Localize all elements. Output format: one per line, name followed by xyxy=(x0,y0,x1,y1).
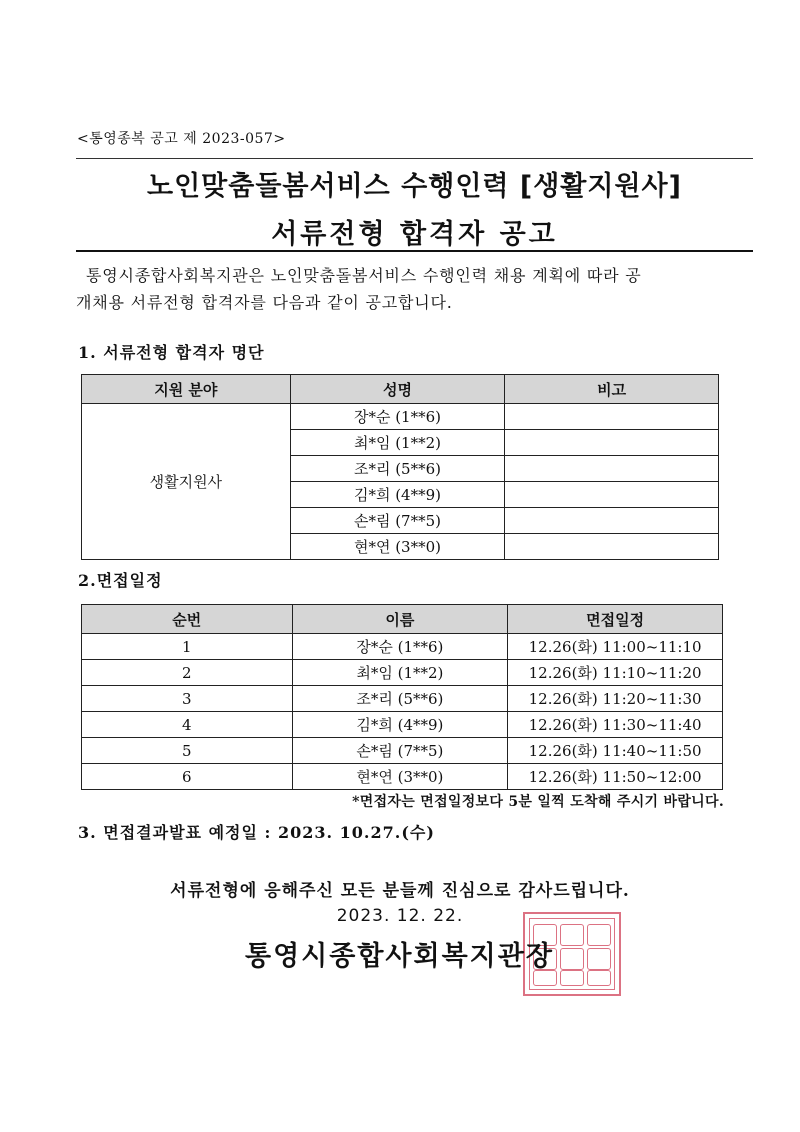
section-3-heading: 3. 면접결과발표 예정일 : 2023. 10.27.(수) xyxy=(78,823,435,842)
name-cell: 손*림 (7**5) xyxy=(292,738,508,764)
notice-number: <통영종복 공고 제 2023-057> xyxy=(77,131,286,147)
name-cell: 조*리 (5**6) xyxy=(290,456,505,482)
intro-line-2: 개채용 서류전형 합격자를 다음과 같이 공고합니다. xyxy=(76,293,453,312)
remark-cell xyxy=(505,508,719,534)
name-cell: 최*임 (1**2) xyxy=(292,660,508,686)
notice-date: 2023. 12. 22. xyxy=(336,906,464,926)
remark-cell xyxy=(505,456,719,482)
seal-glyph xyxy=(587,924,611,946)
order-cell: 6 xyxy=(82,764,293,790)
schedule-table-header xyxy=(82,605,723,634)
intro-line-1: 통영시종합사회복지관은 노인맞춤돌봄서비스 수행인력 채용 계획에 따라 공 xyxy=(86,266,642,285)
applicant-table xyxy=(81,374,719,560)
table-row xyxy=(82,686,723,712)
name-cell: 장*순 (1**6) xyxy=(292,634,508,660)
seal-glyph xyxy=(587,970,611,986)
col-field: 지원 분야 xyxy=(82,375,291,404)
order-cell: 2 xyxy=(82,660,293,686)
col-schedule: 면접일정 xyxy=(508,605,723,634)
col-order: 순번 xyxy=(82,605,293,634)
top-rule xyxy=(76,158,753,159)
name-cell: 조*리 (5**6) xyxy=(292,686,508,712)
name-cell: 손*림 (7**5) xyxy=(290,508,505,534)
col-remark: 비고 xyxy=(505,375,719,404)
name-cell: 김*희 (4**9) xyxy=(290,482,505,508)
section-2-heading: 2.면접일정 xyxy=(78,571,163,590)
schedule-cell: 12.26(화) 11:50~12:00 xyxy=(508,764,723,790)
applicant-table-header xyxy=(82,375,719,404)
interview-schedule-table xyxy=(81,604,723,790)
order-cell: 5 xyxy=(82,738,293,764)
name-cell: 최*임 (1**2) xyxy=(290,430,505,456)
remark-cell xyxy=(505,482,719,508)
order-cell: 4 xyxy=(82,712,293,738)
remark-cell xyxy=(505,404,719,430)
name-cell: 장*순 (1**6) xyxy=(290,404,505,430)
table-row xyxy=(82,634,723,660)
section-1-heading: 1. 서류전형 합격자 명단 xyxy=(78,343,265,362)
organization-signature: 통영시종합사회복지관장 xyxy=(245,941,554,972)
schedule-cell: 12.26(화) 11:20~11:30 xyxy=(508,686,723,712)
table-row xyxy=(82,660,723,686)
remark-cell xyxy=(505,534,719,560)
interview-note: *면접자는 면접일정보다 5분 일찍 도착해 주시기 바랍니다. xyxy=(352,794,724,810)
table-row xyxy=(82,738,723,764)
name-cell: 현*연 (3**0) xyxy=(290,534,505,560)
col-name: 성명 xyxy=(290,375,505,404)
order-cell: 3 xyxy=(82,686,293,712)
schedule-cell: 12.26(화) 11:00~11:10 xyxy=(508,634,723,660)
table-row xyxy=(82,404,719,430)
remark-cell xyxy=(505,430,719,456)
name-cell: 현*연 (3**0) xyxy=(292,764,508,790)
schedule-cell: 12.26(화) 11:40~11:50 xyxy=(508,738,723,764)
thanks-message: 서류전형에 응해주신 모든 분들께 진심으로 감사드립니다. xyxy=(170,881,630,901)
title-line-1: 노인맞춤돌봄서비스 수행인력 [생활지원사] xyxy=(147,171,682,202)
name-cell: 김*희 (4**9) xyxy=(292,712,508,738)
seal-glyph xyxy=(560,970,584,986)
order-cell: 1 xyxy=(82,634,293,660)
table-row xyxy=(82,764,723,790)
seal-glyph xyxy=(587,948,611,970)
schedule-cell: 12.26(화) 11:30~11:40 xyxy=(508,712,723,738)
col-name: 이름 xyxy=(292,605,508,634)
bottom-rule xyxy=(76,250,753,252)
intro-paragraph xyxy=(76,262,726,316)
seal-glyph xyxy=(560,948,584,970)
table-row xyxy=(82,712,723,738)
schedule-cell: 12.26(화) 11:10~11:20 xyxy=(508,660,723,686)
title-line-2: 서류전형 합격자 공고 xyxy=(271,219,558,250)
seal-glyph xyxy=(560,924,584,946)
field-cell: 생활지원사 xyxy=(82,404,291,560)
